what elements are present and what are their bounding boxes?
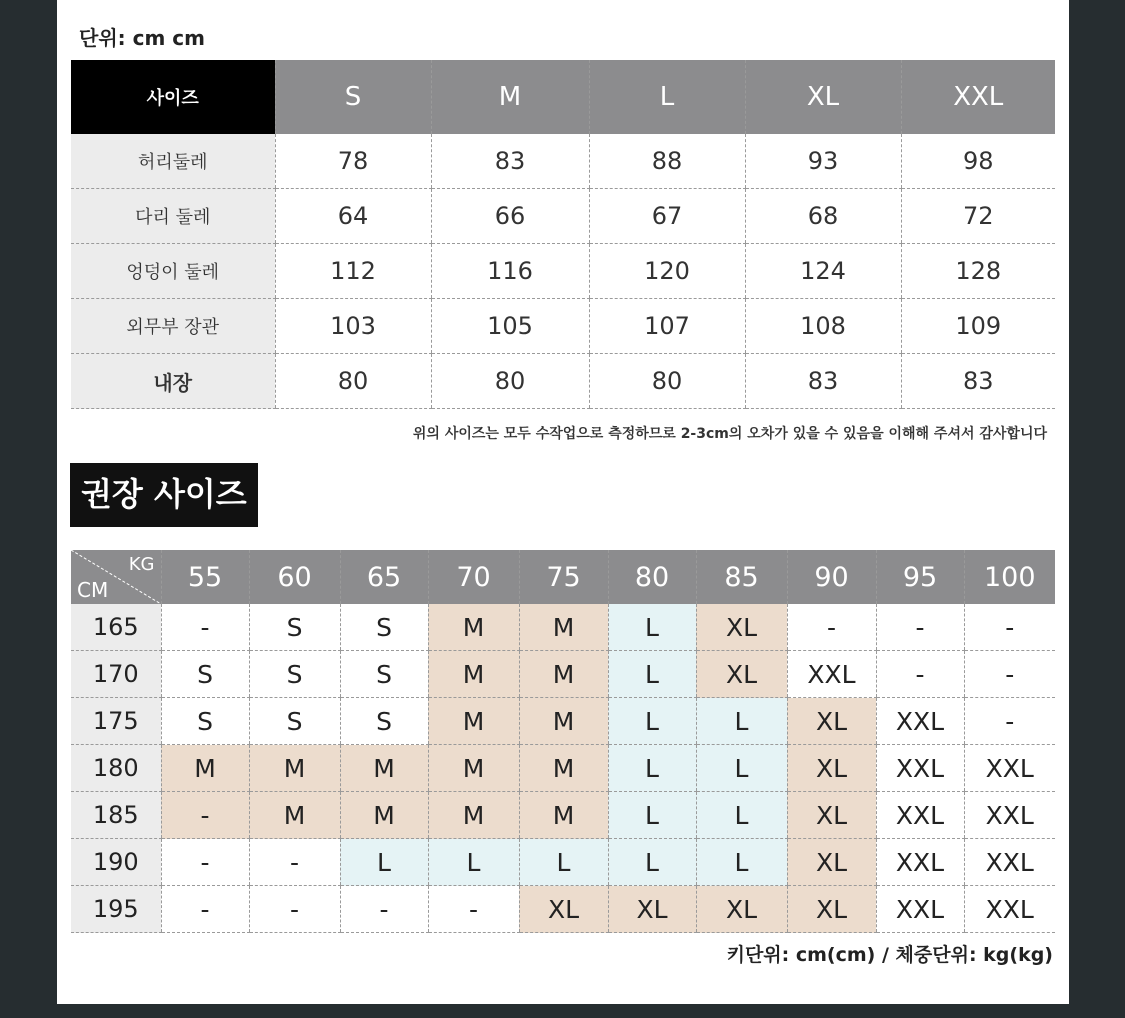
recommended-size-cell: XL bbox=[787, 698, 876, 745]
recommended-size-cell: L bbox=[340, 839, 428, 886]
measurement-value: 103 bbox=[275, 299, 431, 354]
recommended-size-cell: L bbox=[608, 698, 696, 745]
recommended-size-cell: M bbox=[519, 698, 608, 745]
recommended-size-cell: M bbox=[519, 745, 608, 792]
recommended-size-cell: M bbox=[428, 651, 519, 698]
recommended-size-cell: M bbox=[428, 604, 519, 651]
recommended-size-cell: L bbox=[519, 839, 608, 886]
height-row bbox=[71, 651, 1055, 698]
measurement-value: 68 bbox=[745, 189, 901, 244]
measurement-value: 109 bbox=[901, 299, 1055, 354]
weight-header: 70 bbox=[428, 550, 519, 604]
measurement-value: 72 bbox=[901, 189, 1055, 244]
measurement-note: 위의 사이즈는 모두 수작업으로 측정하므로 2-3cm의 오차가 있을 수 있음을 이해해 주셔서 감사합니다 bbox=[412, 426, 1047, 442]
recommended-size-cell: L bbox=[608, 651, 696, 698]
recommended-size-cell: L bbox=[608, 604, 696, 651]
recommended-size-cell: - bbox=[964, 698, 1055, 745]
recommended-size-cell: M bbox=[249, 745, 340, 792]
recommended-size-cell: M bbox=[519, 604, 608, 651]
recommended-size-cell: - bbox=[161, 792, 249, 839]
size-corner-label: 사이즈 bbox=[71, 60, 275, 134]
recommended-size-cell: M bbox=[161, 745, 249, 792]
recommended-size-cell: M bbox=[340, 745, 428, 792]
recommended-size-cell: L bbox=[696, 792, 787, 839]
recommended-size-cell: XL bbox=[519, 886, 608, 933]
height-label: 165 bbox=[71, 604, 161, 651]
weight-header: 80 bbox=[608, 550, 696, 604]
measurement-row bbox=[71, 134, 1055, 189]
recommended-size-cell: XL bbox=[608, 886, 696, 933]
measurement-value: 80 bbox=[589, 354, 745, 409]
recommended-size-cell: M bbox=[519, 651, 608, 698]
weight-header: 100 bbox=[964, 550, 1055, 604]
recommended-size-cell: M bbox=[519, 792, 608, 839]
measurement-value: 98 bbox=[901, 134, 1055, 189]
measurement-value: 116 bbox=[431, 244, 589, 299]
size-header: M bbox=[431, 60, 589, 134]
height-label: 195 bbox=[71, 886, 161, 933]
recommended-size-cell: S bbox=[161, 698, 249, 745]
recommended-size-cell: XXL bbox=[876, 745, 964, 792]
recommended-size-cell: - bbox=[876, 651, 964, 698]
recommended-size-cell: XXL bbox=[964, 745, 1055, 792]
weight-header-row bbox=[71, 550, 1055, 604]
weight-header: 85 bbox=[696, 550, 787, 604]
recommended-size-cell: - bbox=[964, 651, 1055, 698]
recommended-size-cell: S bbox=[340, 651, 428, 698]
measurement-value: 80 bbox=[431, 354, 589, 409]
kg-cm-corner bbox=[71, 550, 161, 604]
weight-header: 55 bbox=[161, 550, 249, 604]
weight-header: 75 bbox=[519, 550, 608, 604]
height-label: 175 bbox=[71, 698, 161, 745]
recommended-size-cell: L bbox=[696, 745, 787, 792]
measurement-value: 93 bbox=[745, 134, 901, 189]
measurement-row bbox=[71, 354, 1055, 409]
measurement-table bbox=[71, 60, 1055, 409]
size-header: L bbox=[589, 60, 745, 134]
measurement-value: 83 bbox=[745, 354, 901, 409]
measurement-value: 83 bbox=[901, 354, 1055, 409]
recommended-size-cell: S bbox=[249, 698, 340, 745]
recommended-size-cell: - bbox=[249, 886, 340, 933]
recommended-size-cell: L bbox=[696, 698, 787, 745]
kg-label: KG bbox=[128, 554, 155, 575]
weight-header: 90 bbox=[787, 550, 876, 604]
height-row bbox=[71, 698, 1055, 745]
measurement-value: 128 bbox=[901, 244, 1055, 299]
recommended-size-title: 권장 사이즈 bbox=[70, 463, 258, 527]
measurement-row-label: 내장 bbox=[71, 354, 275, 409]
recommended-size-cell: S bbox=[249, 604, 340, 651]
measurement-row-label: 허리둘레 bbox=[71, 134, 275, 189]
recommended-size-cell: - bbox=[161, 604, 249, 651]
recommended-size-cell: XXL bbox=[964, 792, 1055, 839]
measurement-row bbox=[71, 244, 1055, 299]
measurement-value: 66 bbox=[431, 189, 589, 244]
measurement-value: 112 bbox=[275, 244, 431, 299]
recommended-size-cell: S bbox=[340, 604, 428, 651]
measurement-value: 124 bbox=[745, 244, 901, 299]
recommended-size-cell: M bbox=[340, 792, 428, 839]
recommended-size-cell: - bbox=[161, 839, 249, 886]
recommended-size-cell: XXL bbox=[876, 886, 964, 933]
recommended-size-cell: M bbox=[428, 698, 519, 745]
recommended-size-cell: L bbox=[608, 745, 696, 792]
size-header: S bbox=[275, 60, 431, 134]
recommended-size-cell: XL bbox=[696, 886, 787, 933]
recommended-size-cell: XXL bbox=[964, 886, 1055, 933]
measurement-value: 105 bbox=[431, 299, 589, 354]
measurement-value: 107 bbox=[589, 299, 745, 354]
recommended-size-cell: L bbox=[608, 839, 696, 886]
height-label: 170 bbox=[71, 651, 161, 698]
height-label: 190 bbox=[71, 839, 161, 886]
recommended-size-cell: M bbox=[428, 792, 519, 839]
size-chart-sheet bbox=[57, 0, 1069, 1004]
recommended-size-cell: L bbox=[428, 839, 519, 886]
cm-label: CM bbox=[77, 578, 109, 602]
recommended-size-cell: XXL bbox=[876, 792, 964, 839]
recommended-size-cell: - bbox=[428, 886, 519, 933]
recommended-size-cell: L bbox=[696, 839, 787, 886]
recommended-size-cell: S bbox=[161, 651, 249, 698]
recommended-size-table bbox=[71, 550, 1055, 933]
measurement-value: 64 bbox=[275, 189, 431, 244]
height-label: 180 bbox=[71, 745, 161, 792]
measurement-value: 67 bbox=[589, 189, 745, 244]
measurement-value: 78 bbox=[275, 134, 431, 189]
measurement-value: 80 bbox=[275, 354, 431, 409]
recommended-size-cell: M bbox=[249, 792, 340, 839]
unit-label: 단위: cm cm bbox=[79, 26, 205, 50]
recommended-size-cell: XL bbox=[787, 745, 876, 792]
recommended-size-cell: - bbox=[964, 604, 1055, 651]
measurement-value: 120 bbox=[589, 244, 745, 299]
weight-header: 95 bbox=[876, 550, 964, 604]
height-row bbox=[71, 745, 1055, 792]
recommended-size-cell: XL bbox=[787, 886, 876, 933]
recommended-size-cell: - bbox=[340, 886, 428, 933]
recommended-size-cell: XL bbox=[787, 839, 876, 886]
recommended-size-cell: S bbox=[249, 651, 340, 698]
weight-header: 60 bbox=[249, 550, 340, 604]
recommended-size-cell: XL bbox=[696, 651, 787, 698]
measurement-header-row bbox=[71, 60, 1055, 134]
height-row bbox=[71, 886, 1055, 933]
recommended-size-cell: M bbox=[428, 745, 519, 792]
size-header: XXL bbox=[901, 60, 1055, 134]
recommended-size-cell: - bbox=[161, 886, 249, 933]
height-row bbox=[71, 839, 1055, 886]
weight-header: 65 bbox=[340, 550, 428, 604]
measurement-row-label: 외무부 장관 bbox=[71, 299, 275, 354]
recommended-size-cell: XXL bbox=[876, 839, 964, 886]
measurement-row-label: 엉덩이 둘레 bbox=[71, 244, 275, 299]
measurement-row bbox=[71, 299, 1055, 354]
recommended-size-cell: XXL bbox=[876, 698, 964, 745]
measurement-value: 83 bbox=[431, 134, 589, 189]
recommended-size-cell: - bbox=[787, 604, 876, 651]
recommended-size-cell: XL bbox=[787, 792, 876, 839]
height-row bbox=[71, 604, 1055, 651]
recommended-size-cell: - bbox=[876, 604, 964, 651]
measurement-value: 88 bbox=[589, 134, 745, 189]
measurement-row bbox=[71, 189, 1055, 244]
recommended-size-cell: L bbox=[608, 792, 696, 839]
recommended-size-cell: XL bbox=[696, 604, 787, 651]
height-label: 185 bbox=[71, 792, 161, 839]
recommended-size-cell: - bbox=[249, 839, 340, 886]
footer-unit-label: 키단위: cm(cm) / 체중단위: kg(kg) bbox=[726, 944, 1053, 966]
recommended-size-cell: XXL bbox=[787, 651, 876, 698]
measurement-row-label: 다리 둘레 bbox=[71, 189, 275, 244]
recommended-size-cell: S bbox=[340, 698, 428, 745]
height-row bbox=[71, 792, 1055, 839]
recommended-size-cell: XXL bbox=[964, 839, 1055, 886]
measurement-value: 108 bbox=[745, 299, 901, 354]
size-header: XL bbox=[745, 60, 901, 134]
